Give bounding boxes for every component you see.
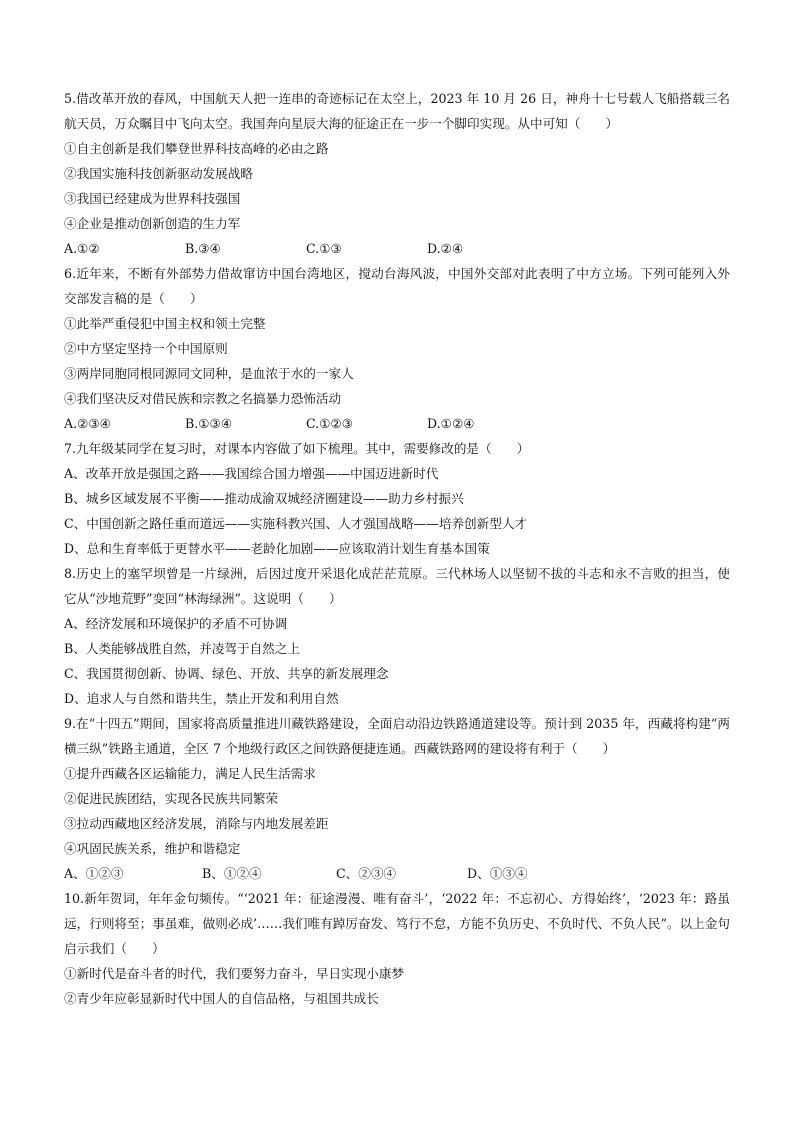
- choice-c: C.①②③: [306, 416, 354, 431]
- exam-page: [64, 86, 730, 1011]
- statement-option: ②中方坚定坚持一个中国原则: [64, 341, 228, 356]
- choice-d: D、①③④: [467, 866, 528, 881]
- choice-c: C.①③: [306, 241, 342, 256]
- statement-option: ②促进民族团结，实现各民族共同繁荣: [64, 791, 279, 806]
- statement-option: A、改革开放是强国之路——我国综合国力增强——中国迈进新时代: [64, 466, 439, 481]
- question-8: [64, 561, 730, 711]
- statement-option: ③两岸同胞同根同源同文同种，是血浓于水的一家人: [64, 366, 354, 381]
- statement-option: C、我国贯彻创新、协调、绿色、开放、共享的新发展理念: [64, 666, 389, 681]
- statement-option: B、城乡区域发展不平衡——推动成渝双城经济圈建设——助力乡村振兴: [64, 491, 464, 506]
- choice-a: A.②③④: [64, 416, 111, 431]
- question-stem: 10.新年贺词，年年金句频传。“‘2021 年：征途漫漫、唯有奋斗’，‘2022 年：不忘初心、方得始终’，‘2023 年：路虽远，行则将至；事虽难，做则必成’……我们唯有踔厉奋发、笃行不怠，方能不负历史、不负时代、不负人民”。以上金句启示我们（ ）: [64, 891, 730, 956]
- statement-option: ①新时代是奋斗者的时代，我们要努力奋斗，早日实现小康梦: [64, 966, 405, 981]
- statement-option: D、追求人与自然和谐共生，禁止开发和利用自然: [64, 691, 339, 706]
- choice-b: B.③④: [185, 241, 221, 256]
- question-5: [64, 86, 730, 261]
- question-stem: 7.九年级某同学在复习时，对课本内容做了如下梳理。其中，需要修改的是（ ）: [64, 441, 530, 456]
- statement-option: ④巩固民族关系，维护和谐稳定: [64, 841, 241, 856]
- question-stem: 8.历史上的塞罕坝曾是一片绿洲，后因过度开采退化成茫茫荒原。三代林场人以坚韧不拔的斗志和永不言败的担当，使它从“沙地荒野”变回“林海绿洲”。这说明（ ）: [64, 566, 730, 606]
- statement-option: B、人类能够战胜自然，并凌驾于自然之上: [64, 641, 300, 656]
- question-9: [64, 711, 730, 886]
- statement-option: D、总和生育率低于更替水平——老龄化加剧——应该取消计划生育基本国策: [64, 541, 490, 556]
- choice-d: D.①②④: [427, 416, 475, 431]
- choice-b: B.①③④: [185, 416, 233, 431]
- statement-option: ④我们坚决反对借民族和宗教之名搞暴力恐怖活动: [64, 391, 342, 406]
- statement-option: ①自主创新是我们攀登世界科技高峰的必由之路: [64, 141, 329, 156]
- statement-option: C、中国创新之路任重而道远——实施科教兴国、人才强国战略——培养创新型人才: [64, 516, 528, 531]
- question-7: [64, 436, 730, 561]
- question-10: [64, 886, 730, 1011]
- answer-choices: [64, 411, 730, 436]
- answer-choices: [64, 236, 730, 261]
- statement-option: A、经济发展和环境保护的矛盾不可协调: [64, 616, 288, 631]
- question-stem: 9.在“十四五”期间，国家将高质量推进川藏铁路建设，全面启动沿边铁路通道建设等。预计到 2035 年，西藏将构建“两横三纵”铁路主通道，全区 7 个地级行政区之间铁路便捷连通。西藏铁路网的建设将有利于（ ）: [64, 716, 730, 756]
- statement-option: ②青少年应彰显新时代中国人的自信品格，与祖国共成长: [64, 991, 379, 1006]
- statement-option: ③我国已经建成为世界科技强国: [64, 191, 241, 206]
- question-stem: 6.近年来，不断有外部势力借故窜访中国台湾地区，搅动台海风波，中国外交部对此表明了中方立场。下列可能列入外交部发言稿的是（ ）: [64, 266, 730, 306]
- choice-b: B、①②④: [202, 866, 262, 881]
- statement-option: ④企业是推动创新创造的生力军: [64, 216, 241, 231]
- answer-choices: [64, 861, 730, 886]
- question-6: [64, 261, 730, 436]
- statement-option: ①此举严重侵犯中国主权和领土完整: [64, 316, 266, 331]
- choice-a: A、①②③: [64, 866, 124, 881]
- statement-option: ③拉动西藏地区经济发展，消除与内地发展差距: [64, 816, 329, 831]
- statement-option: ①提升西藏各区运输能力，满足人民生活需求: [64, 766, 316, 781]
- statement-option: ②我国实施科技创新驱动发展战略: [64, 166, 253, 181]
- choice-c: C、②③④: [336, 866, 397, 881]
- choice-d: D.②④: [427, 241, 464, 256]
- choice-a: A.①②: [64, 241, 100, 256]
- question-stem: 5.借改革开放的春风，中国航天人把一连串的奇迹标记在太空上，2023 年 10 月 26 日，神舟十七号载人飞船搭载三名航天员，万众瞩目中飞向太空。我国奔向星辰大海的征途正在一步一个脚印实现。从中可知（ ）: [64, 91, 730, 131]
